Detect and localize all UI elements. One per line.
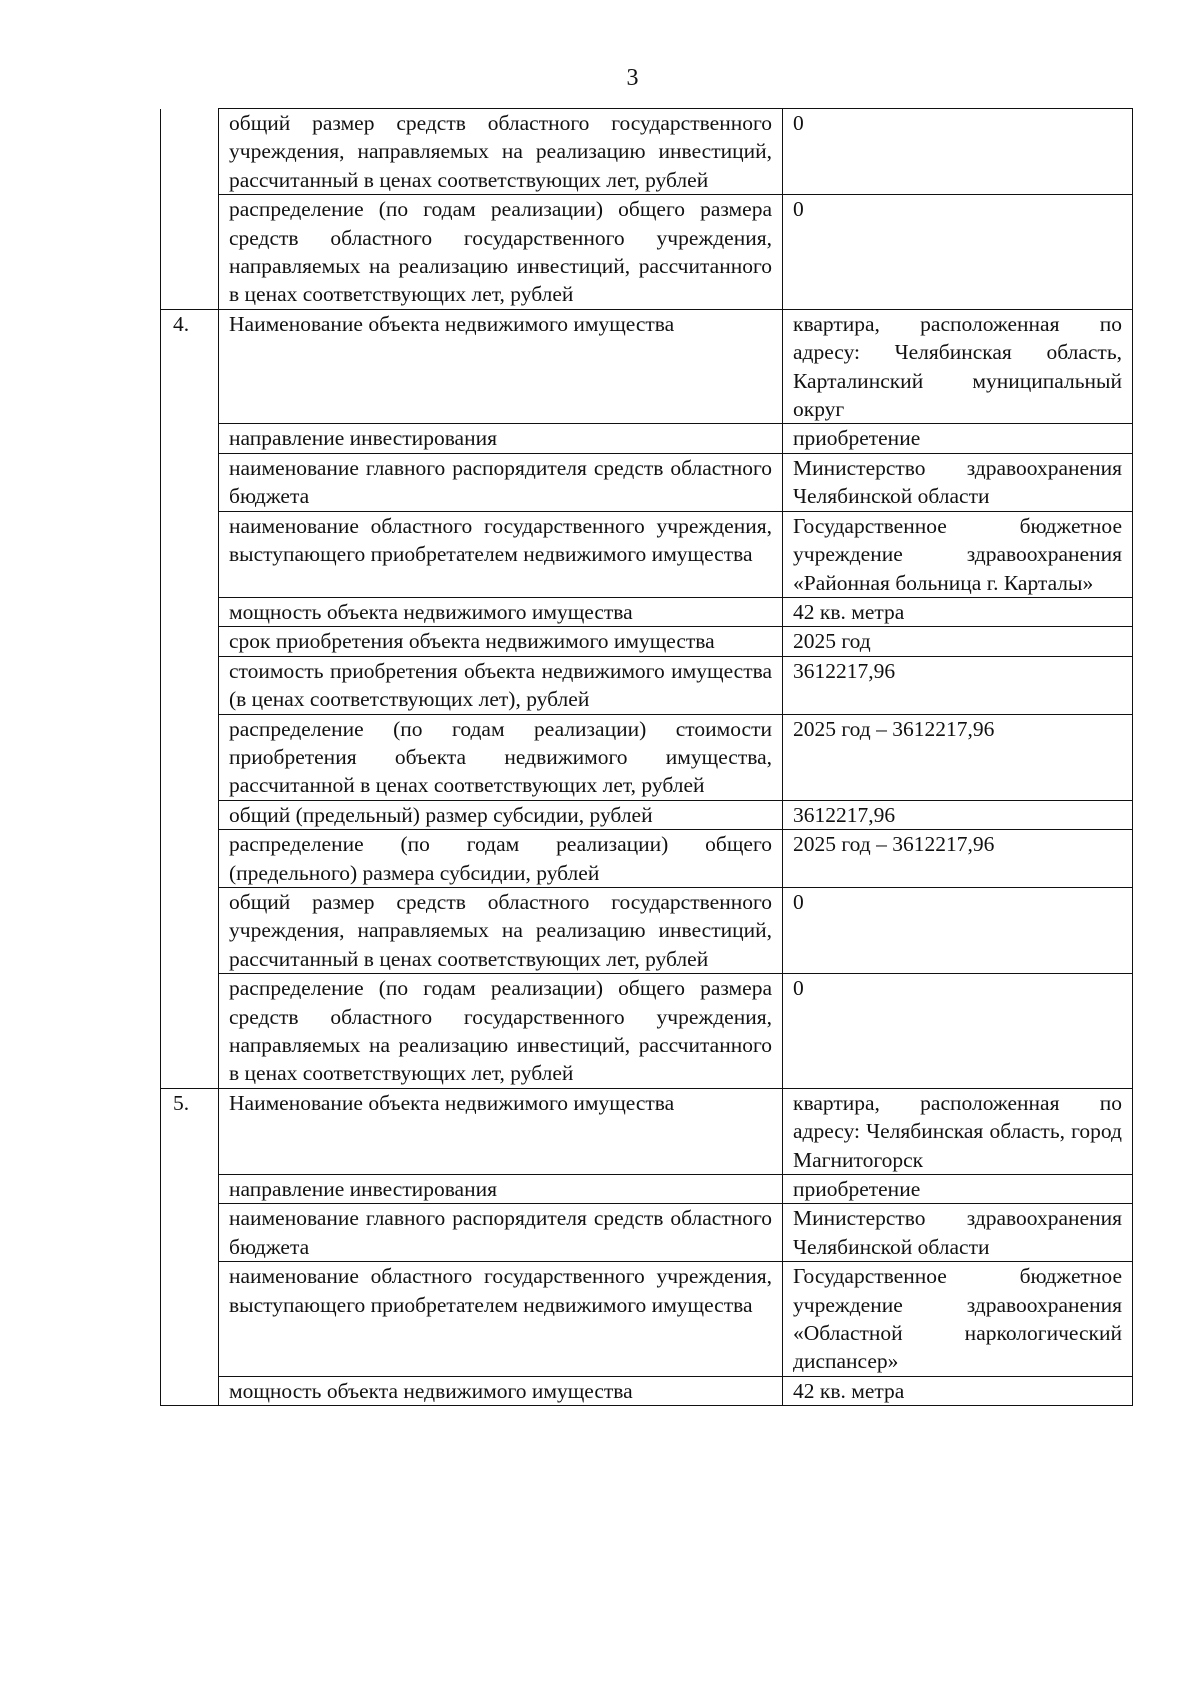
page-number: 3: [626, 65, 639, 91]
parameter-label: Наименование объекта недвижимого имущества: [219, 1088, 783, 1174]
table-row: [161, 887, 1133, 973]
parameter-value: 3612217,96: [783, 656, 1133, 714]
parameter-value: 0: [783, 974, 1133, 1089]
table-row: [161, 1175, 1133, 1204]
row-number-cell: [161, 109, 219, 195]
parameter-label: Наименование объекта недвижимого имущества: [219, 309, 783, 424]
row-number-cell: [161, 1204, 219, 1262]
parameter-label: наименование главного распорядителя средств областного бюджета: [219, 1204, 783, 1262]
row-number-cell: [161, 887, 219, 973]
table-row: [161, 597, 1133, 626]
parameter-value: Министерство здравоохранения Челябинской области: [783, 1204, 1133, 1262]
parameter-label: мощность объекта недвижимого имущества: [219, 1376, 783, 1405]
row-number-cell: [161, 714, 219, 800]
parameter-value: приобретение: [783, 424, 1133, 453]
parameter-label: наименование областного государственного учреждения, выступающего приобретателем недвижимого имущества: [219, 511, 783, 597]
table-row: [161, 1088, 1133, 1174]
table-row: [161, 309, 1133, 424]
row-number-cell: [161, 830, 219, 888]
table-row: [161, 195, 1133, 310]
table-row: [161, 424, 1133, 453]
parameter-label: общий размер средств областного государственного учреждения, направляемых на реализацию инвестиций, рассчитанный в ценах соответствующих лет, рублей: [219, 109, 783, 195]
investment-table: [160, 108, 1133, 1406]
table-body: [161, 109, 1133, 1406]
row-number-cell: [161, 597, 219, 626]
parameter-label: распределение (по годам реализации) общего (предельного) размера субсидии, рублей: [219, 830, 783, 888]
parameter-label: направление инвестирования: [219, 424, 783, 453]
table-row: [161, 1262, 1133, 1377]
parameter-value: 2025 год – 3612217,96: [783, 714, 1133, 800]
row-number-cell: 4.: [161, 309, 219, 424]
parameter-value: 2025 год – 3612217,96: [783, 830, 1133, 888]
parameter-value: 0: [783, 195, 1133, 310]
row-number-cell: [161, 511, 219, 597]
row-number-cell: [161, 1175, 219, 1204]
table-row: [161, 830, 1133, 888]
parameter-value: приобретение: [783, 1175, 1133, 1204]
table-row: [161, 714, 1133, 800]
row-number-cell: [161, 195, 219, 310]
parameter-label: распределение (по годам реализации) общего размера средств областного государственного учреждения, направляемых на реализацию инвестиций, рассчитанного в ценах соответствующих лет, рублей: [219, 195, 783, 310]
table-row: [161, 109, 1133, 195]
parameter-label: общий размер средств областного государственного учреждения, направляемых на реализацию инвестиций, рассчитанный в ценах соответствующих лет, рублей: [219, 887, 783, 973]
parameter-label: распределение (по годам реализации) общего размера средств областного государственного учреждения, направляемых на реализацию инвестиций, рассчитанного в ценах соответствующих лет, рублей: [219, 974, 783, 1089]
table-row: [161, 1376, 1133, 1405]
table-row: [161, 1204, 1133, 1262]
table-row: [161, 800, 1133, 829]
parameter-value: квартира, расположенная по адресу: Челябинская область, город Магнитогорск: [783, 1088, 1133, 1174]
table-row: [161, 511, 1133, 597]
row-number-cell: [161, 1262, 219, 1377]
parameter-value: 3612217,96: [783, 800, 1133, 829]
table-row: [161, 453, 1133, 511]
parameter-value: Министерство здравоохранения Челябинской области: [783, 453, 1133, 511]
parameter-value: 42 кв. метра: [783, 597, 1133, 626]
row-number-cell: [161, 1376, 219, 1405]
parameter-value: квартира, расположенная по адресу: Челябинская область, Карталинский муниципальный округ: [783, 309, 1133, 424]
parameter-value: 0: [783, 887, 1133, 973]
parameter-value: 2025 год: [783, 627, 1133, 656]
row-number-cell: [161, 424, 219, 453]
parameter-label: стоимость приобретения объекта недвижимого имущества (в ценах соответствующих лет), рублей: [219, 656, 783, 714]
row-number-cell: [161, 656, 219, 714]
parameter-value: Государственное бюджетное учреждение здравоохранения «Районная больница г. Карталы»: [783, 511, 1133, 597]
parameter-value: 42 кв. метра: [783, 1376, 1133, 1405]
table-row: [161, 656, 1133, 714]
row-number-cell: [161, 627, 219, 656]
parameter-label: направление инвестирования: [219, 1175, 783, 1204]
parameter-value: 0: [783, 109, 1133, 195]
parameter-label: наименование областного государственного учреждения, выступающего приобретателем недвижимого имущества: [219, 1262, 783, 1377]
row-number-cell: 5.: [161, 1088, 219, 1174]
table-row: [161, 627, 1133, 656]
parameter-label: общий (предельный) размер субсидии, рублей: [219, 800, 783, 829]
row-number-cell: [161, 800, 219, 829]
table-row: [161, 974, 1133, 1089]
parameter-label: мощность объекта недвижимого имущества: [219, 597, 783, 626]
parameter-value: Государственное бюджетное учреждение здравоохранения «Областной наркологический диспансер»: [783, 1262, 1133, 1377]
parameter-label: распределение (по годам реализации) стоимости приобретения объекта недвижимого имущества, рассчитанной в ценах соответствующих лет, рублей: [219, 714, 783, 800]
row-number-cell: [161, 974, 219, 1089]
parameter-label: наименование главного распорядителя средств областного бюджета: [219, 453, 783, 511]
parameter-label: срок приобретения объекта недвижимого имущества: [219, 627, 783, 656]
row-number-cell: [161, 453, 219, 511]
